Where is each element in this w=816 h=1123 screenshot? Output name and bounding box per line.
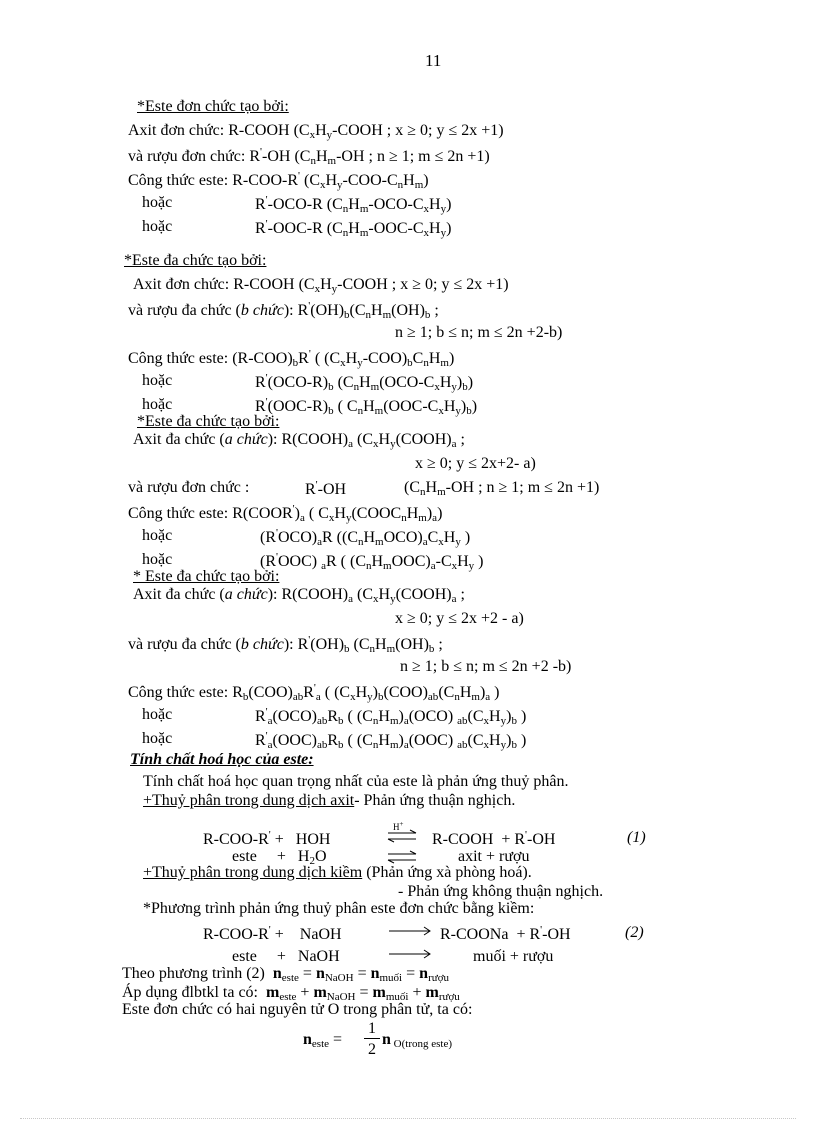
sec2-line-6b: $R'(OOC-R)_b$ ( $C_nH_m(OOC-C_xH_y)_b$): [255, 396, 478, 417]
sec4-line-5: Công thức este: $R_b(COO)_{ab}R'_a$ ( $(C_xH_y)_b(COO)_{ab}(C_nH_m)_a$ ): [128, 682, 500, 703]
pt-title: *Phương trình phản ứng thuỷ phân este đơn chức bằng kiềm:: [143, 900, 535, 917]
eq2-left: R-COO-R' + NaOH: [203, 924, 342, 943]
sec1-line-4: hoặc: [142, 194, 173, 211]
sec3-line-5b: $(R'OCO)_aR$ ($(C_nH_mOCO)_aC_xH_y$ ): [260, 527, 471, 548]
sec4-line-6: hoặc: [142, 706, 173, 723]
sec1-line-4b: R'-OCO-R $(C_nH_m-OCO-C_xH_y)$: [255, 194, 452, 215]
section-2-title: *Este đa chức tạo bởi:: [124, 252, 267, 269]
eq1-catalyst: H+: [393, 820, 404, 832]
eq1-left: R-COO-R' + HOH: [203, 829, 331, 848]
eq2-number: (2): [625, 924, 644, 941]
theo-line: Theo phương trình (2) $n_{este} = n_{NaOH} = n_{muối} = n_{rượu}$: [122, 965, 450, 984]
sec2-line-3: n ≥ 1; b ≤ n; m ≤ 2n +2-b): [395, 324, 563, 341]
fraction-denominator: 2: [368, 1041, 376, 1058]
eq1b-left: este + $H_2O$: [232, 848, 327, 867]
eq1-number: (1): [627, 829, 646, 846]
sec3-line-5: hoặc: [142, 527, 173, 544]
sec3-line-3: và rượu đơn chức :: [128, 479, 250, 496]
sec4-line-3: và rượu đa chức (b chức): $R'(OH)_b$ ($C_nH_m(OH)_b$ ;: [128, 634, 443, 655]
sec3-line-3b: R'-OH: [305, 479, 347, 498]
chem-title: Tính chất hoá học của este:: [130, 751, 314, 768]
equilibrium-arrow-icon-2: [386, 850, 418, 864]
sec1-line-1: Axit đơn chức: R-COOH ($C_xH_y$-COOH ; x ≥ 0; y ≤ 2x +1): [128, 122, 504, 141]
sec4-line-7b: $R'_a(OOC)_{ab}R_b$ ( $(C_nH_m)_a(OOC)$ $_{ab}(C_xH_y)_b$ ): [255, 730, 527, 751]
sec2-line-2: và rượu đa chức (b chức): $R'(OH)_b(C_nH_m(OH)_b$ ;: [128, 300, 439, 321]
sec3-line-3c: ($C_nH_m-OH$ ; n ≥ 1; m ≤ 2n +1): [404, 479, 600, 498]
section-1-title: *Este đơn chức tạo bởi:: [137, 98, 289, 115]
base-hydrolysis-line: +Thuỷ phân trong dung dịch kiềm (Phản ứng xà phòng hoá).: [143, 864, 532, 881]
sec1-line-5: hoặc: [142, 218, 173, 235]
sec2-line-1: Axit đơn chức: R-COOH ($C_xH_y$-COOH ; x ≥ 0; y ≤ 2x +1): [133, 276, 509, 295]
sec2-line-5: hoặc: [142, 372, 173, 389]
fraction-rhs: n O(trong este): [382, 1031, 452, 1050]
sec4-line-1: Axit đa chức (a chức): $R(COOH)_a$ ($C_xH_y(COOH)_a$ ;: [133, 586, 465, 605]
page-bottom-border: [20, 1118, 796, 1119]
right-arrow-icon: [388, 925, 432, 937]
sec1-line-5b: R'-OOC-R $(C_nH_m-OOC-C_xH_y)$: [255, 218, 452, 239]
base-note: - Phản ứng không thuận nghịch.: [398, 883, 604, 900]
sec4-line-4: n ≥ 1; b ≤ n; m ≤ 2n +2 -b): [400, 658, 572, 675]
section-3-title: *Este đa chức tạo bởi:: [137, 413, 280, 430]
section-4-title: * Este đa chức tạo bởi:: [133, 568, 280, 585]
apdung-line: Áp dụng đlbtkl ta có: $m_{este} + m_{NaOH} = m_{muối} + m_{rượu}$: [122, 984, 460, 1003]
eq2-right: R-COONa + R'-OH: [440, 924, 571, 943]
fraction-bar: [364, 1038, 380, 1039]
sec1-line-2: và rượu đơn chức: R'-OH ($C_nH_m-OH$ ; n ≥ 1; m ≤ 2n +1): [128, 146, 490, 167]
sec3-line-6: hoặc: [142, 551, 173, 568]
right-arrow-icon-2: [388, 948, 432, 960]
eq2b-right: muối + rượu: [473, 948, 554, 965]
sec4-line-2: x ≥ 0; y ≤ 2x +2 - a): [395, 610, 524, 627]
sec2-line-6: hoặc: [142, 396, 173, 413]
sec4-line-7: hoặc: [142, 730, 173, 747]
eq2b-left: este + NaOH: [232, 948, 340, 965]
fraction-numerator: 1: [368, 1020, 376, 1037]
sec4-line-6b: $R'_a(OCO)_{ab}R_b$ ( $(C_nH_m)_a(OCO)$ $_{ab}(C_xH_y)_b$ ): [255, 706, 527, 727]
este-don-line: Este đơn chức có hai nguyên tử O trong phân tử, ta có:: [122, 1001, 473, 1018]
acid-hydrolysis-line: +Thuỷ phân trong dung dịch axit- Phản ứng thuận nghịch.: [143, 792, 516, 809]
sec1-line-3: Công thức este: R-COO-R' $(C_xH_y-COO-C_nH_m)$: [128, 170, 429, 191]
sec2-line-4: Công thức este: $(R-COO)_bR'$ ( $(C_xH_y-COO)_bC_nH_m$): [128, 348, 455, 369]
sec3-line-1: Axit đa chức (a chức): $R(COOH)_a$ ($C_xH_y(COOH)_a$ ;: [133, 431, 465, 450]
sec3-line-6b: (R'OOC) $_a$R ( $(C_nH_mOOC)_a-C_xH_y$ ): [260, 551, 484, 572]
eq1-right: R-COOH + R'-OH: [432, 829, 556, 848]
sec3-line-4: Công thức este: $R(COOR')_a$ ( $C_xH_y(COOC_nH_m)_a$): [128, 503, 443, 524]
chem-intro: Tính chất hoá học quan trọng nhất của este là phản ứng thuỷ phân.: [143, 773, 569, 790]
sec3-line-2: x ≥ 0; y ≤ 2x+2- a): [415, 455, 536, 472]
page-number: 11: [425, 51, 442, 70]
equilibrium-arrow-icon: [386, 829, 418, 843]
fraction-formula: $n_{este}$ =: [303, 1031, 343, 1050]
eq1b-right: axit + rượu: [458, 848, 530, 865]
sec2-line-5b: $R'(OCO-R)_b$ $(C_nH_m(OCO-C_xH_y)_b)$: [255, 372, 474, 393]
